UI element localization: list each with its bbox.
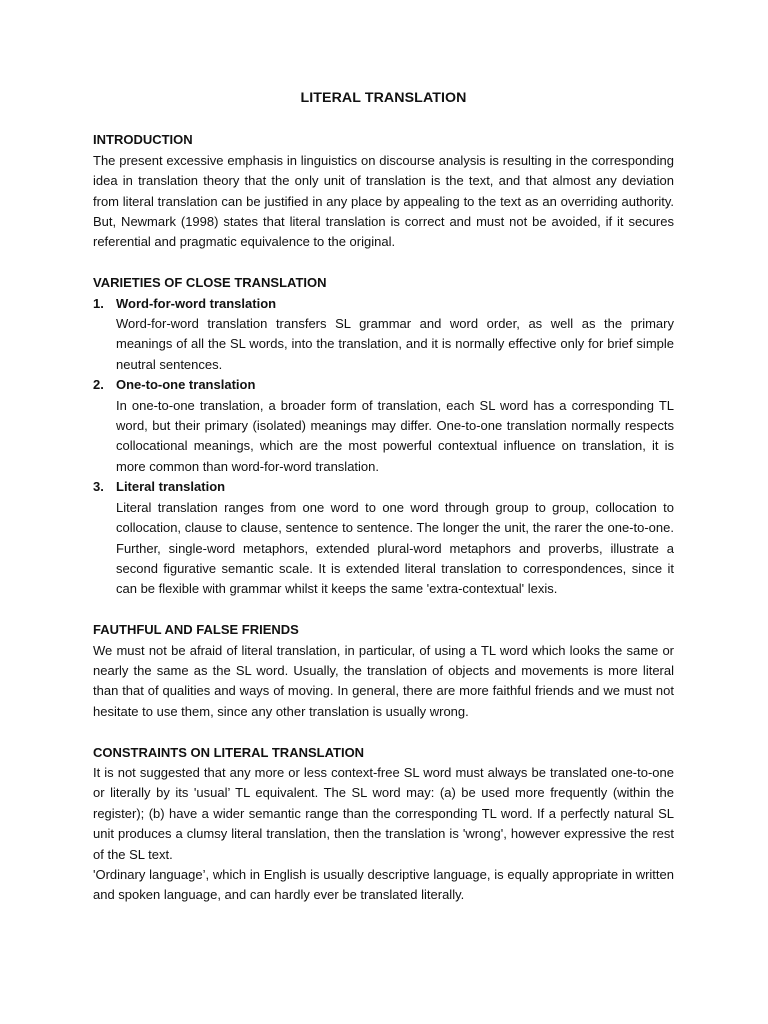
friends-heading: FAUTHFUL AND FALSE FRIENDS [93,622,299,638]
introduction-section [93,130,674,252]
introduction-paragraph: The present excessive emphasis in linguistics on discourse analysis is resulting in the corresponding idea in translation theory that the only unit of translation is the text, and that almost any deviation from literal translation can be justified in any place by appealing to the text as an overriding authority. But, Newmark (1998) states that literal translation is correct and must not be avoided, if it secures referential and pragmatic equivalence to the original. [93,152,674,250]
introduction-heading: INTRODUCTION [93,132,193,148]
list-item-title: One-to-one translation [116,377,256,393]
constraints-paragraph: It is not suggested that any more or less context-free SL word must always be translated one-to-one or literally by its 'usual’ TL equivalent. The SL word may: (a) be used more frequently (within the register); (b) have a wider semantic range than the corresponding TL word. If a perfectly natural SL unit produces a clumsy literal translation, then the translation is 'wrong', however expressive the rest of the SL text. [93,764,674,862]
varieties-heading: VARIETIES OF CLOSE TRANSLATION [93,275,327,291]
constraints-section [93,743,674,906]
list-item-number: 2. [93,377,104,393]
list-item-text: In one-to-one translation, a broader form of translation, each SL word has a corresponding TL word, but their primary (isolated) meanings may differ. One-to-one translation normally respects collocational meanings, which are the most powerful contextual influence on translation, it is more common than word-for-word translation. [116,397,674,474]
list-item [93,477,674,599]
friends-paragraph: We must not be afraid of literal translation, in particular, of using a TL word which looks the same or nearly the same as the SL word. Usually, the translation of objects and movements is more literal than that of qualities and ways of moving. In general, there are more faithful friends and we must not hesitate to use them, since any other translation is usually wrong. [93,642,674,719]
list-item [93,375,674,477]
list-item-text: Literal translation ranges from one word to one word through group to group, collocation to collocation, clause to clause, sentence to sentence. The longer the unit, the rarer the one-to-one. Further, single-word metaphors, extended plural-word metaphors and proverbs, illustrate a second figurative semantic scale. It is extended literal translation to correspondences, since it can be flexible with grammar whilst it keeps the same 'extra-contextual' lexis. [116,499,674,597]
document-page [93,88,674,906]
list-item-number: 3. [93,479,104,495]
list-item-text: Word-for-word translation transfers SL grammar and word order, as well as the primary meanings of all the SL words, into the translation, and it is normally effective only for brief simple neutral sentences. [116,316,674,372]
constraints-heading: CONSTRAINTS ON LITERAL TRANSLATION [93,744,365,760]
friends-section [93,620,674,722]
varieties-section [93,273,674,600]
list-item-number: 1. [93,295,104,311]
list-item-title: Word-for-word translation [116,295,277,311]
list-item-title: Literal translation [116,479,226,495]
list-item [93,294,674,376]
constraints-paragraph-ordinary-language: 'Ordinary language’, which in English is usually descriptive language, is equally appropriate in written and spoken language, and can hardly ever be translated literally. [93,866,674,903]
varieties-list [93,294,674,600]
document-title: LITERAL TRANSLATION [300,90,467,106]
